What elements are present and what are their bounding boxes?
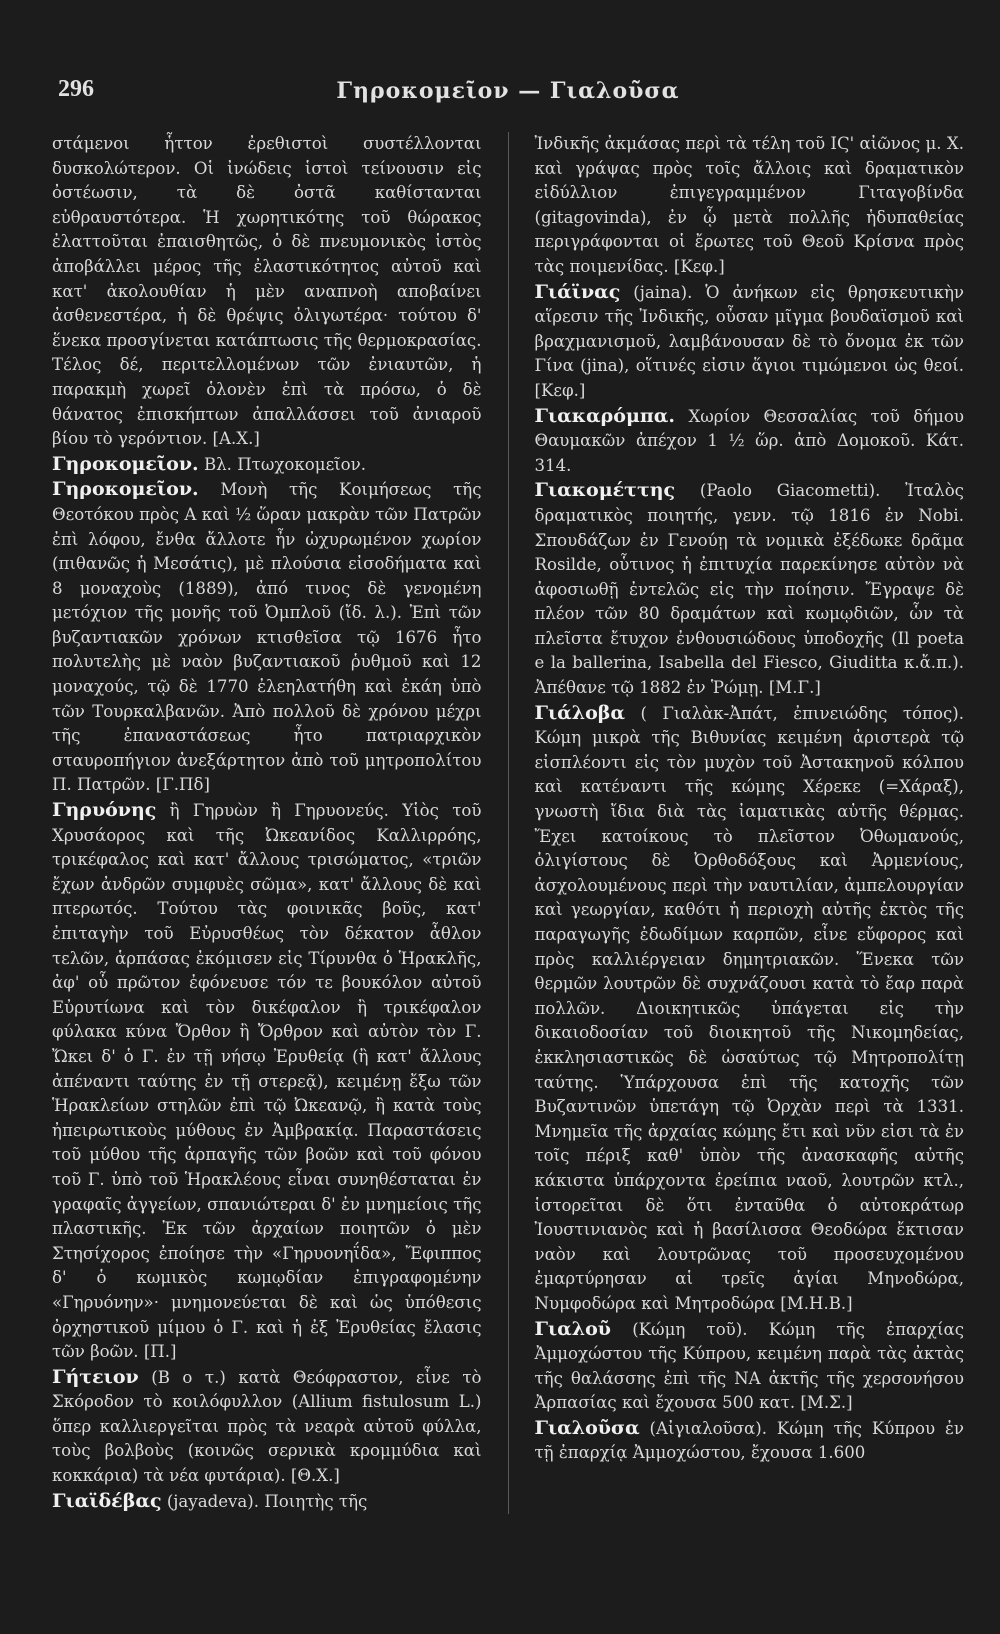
- entry-text: Βλ. Πτωχοκομεῖον.: [203, 454, 367, 474]
- entry-lemma: Γιαλοῦ: [534, 1317, 611, 1340]
- column-divider: [508, 132, 509, 1514]
- page-number: 296: [58, 76, 94, 102]
- entry-text: (jayadeva). Ποιητὴς τῆς: [166, 1491, 368, 1511]
- dictionary-entry: [535, 404, 965, 479]
- entry-lemma: Γιάλοβα: [534, 701, 626, 724]
- dictionary-entry: [52, 477, 482, 798]
- dictionary-entry: [52, 1489, 482, 1515]
- entry-lemma: Γήτειον: [52, 1365, 139, 1388]
- entry-text: στάμενοι ἧττον ἐρεθιστοὶ συστέλλονται δυσκολώτερον. Οἱ ἰνώδεις ἱστοὶ τείνουσιν εἰς ὀστέωσιν, τὰ δὲ ὀστᾶ καθίστανται εὐθραυστότερα. Ἡ χωρητικότης τοῦ θώρακος ἐλαττοῦται ἐπαισθητῶς, ὁ δὲ πνευμονικὸς ἱστὸς ἀποβάλλει μέρος τῆς ἐλαστικότητος αὐτοῦ καὶ κατ' ἀκολουθίαν ἡ μὲν αναπνοὴ αποβαίνει ἀσθενεστέρα, ἡ δὲ θρέψις ὀλιγωτέρα· τούτου δ' ἕνεκα προσγίνεται κατάπτωσις τῆς θερμοκρασίας. Τέλος δέ, περιτελλομένων τῶν ἐνιαυτῶν, ἡ παρακμὴ χωρεῖ ὁλονὲν ἐπὶ τὰ πρόσω, ὁ δὲ θάνατος ἐπισκήπτων ἀπαλλάσσει τοῦ ἀνιαροῦ βίου τὸ γερόντιον. [Α.Χ.]: [52, 134, 482, 449]
- entry-lemma: Γιακαρόμπα.: [534, 404, 676, 427]
- dictionary-entry: [535, 1416, 965, 1466]
- left-column: [52, 132, 482, 1514]
- entry-lemma: Γηροκομεῖον.: [52, 452, 199, 475]
- dictionary-entry: [535, 701, 965, 1317]
- dictionary-entry: [52, 798, 482, 1365]
- entry-text: ἢ Γηρυὼν ἢ Γηρυονεύς. Υἱὸς τοῦ Χρυσάορος καὶ τῆς Ὠκεανίδος Καλλιρρόης, τρικέφαλος καὶ κατ' ἄλλους τρισώματος, «τριῶν ἔχων ἀνδρῶν συμφυὲς σῶμα», κατ' ἄλλους δὲ καὶ πτερωτός. Τούτου τὰς φοινικᾶς βοῦς, κατ' ἐπιταγὴν τοῦ Εὐρυσθέως τὸν δέκατον ἆθλον τελῶν, ἁρπάσας ἐκόμισεν εἰς Τίρυνθα ὁ Ἡρακλῆς, ἀφ' οὗ πρῶτον ἐφόνευσε τόν τε βουκόλον αὐτοῦ Εὐρυτίωνα καὶ τὸν δικέφαλον ἢ τρικέφαλον φύλακα κύνα Ὄρθον ἢ Ὄρθρον καὶ αὐτὸν τὸν Γ. Ὤκει δ' ὁ Γ. ἐν τῇ νήσῳ Ἐρυθείᾳ (ἢ κατ' ἄλλους ἀπέναντι ταύτης ἐν τῇ στερεᾷ), κειμένῃ ἔξω τῶν Ἡρακλείων στηλῶν ἐπὶ τῷ Ὠκεανῷ, ἢ κατὰ τοὺς ἠπειρωτικοὺς μύθους ἐν Ἀμβρακίᾳ. Παραστάσεις τοῦ μύθου τῆς ἁρπαγῆς τῶν βοῶν καὶ τοῦ φόνου τοῦ Γ. ὑπὸ τοῦ Ἡρακλέους εἶναι συνηθέσταται ἐν γραφαῖς ἀγγείων, σπανιώτεραι δ' ἐν μνημείοις τῆς πλαστικῆς. Ἐκ τῶν ἀρχαίων ποιητῶν ὁ μὲν Στησίχορος ἐποίησε τὴν «Γηρυονηΐδα», Ἔφιππος δ' ὁ κωμικὸς κωμῳδίαν ἐπιγραφομένην «Γηρυόνην»· μνημονεύεται δὲ καὶ ὡς ὑπόθεσις ὀρχηστικοῦ μίμου ὁ Γ. καὶ ἡ ἐξ Ἐρυθείας ἔλασις τῶν βοῶν. [Π.]: [52, 801, 482, 1362]
- dictionary-entry: [52, 1365, 482, 1489]
- entry-text: (Κώμη τοῦ). Κώμη τῆς ἐπαρχίας Ἀμμοχώστου τῆς Κύπρου, κειμένη παρὰ τὰς ἀκτὰς τῆς θαλάσσης ἐπὶ τῆς ΝΑ ἀκτῆς τῆς χερσονήσου Ἀρπασίας καὶ ἔχουσα 500 κατ. [Μ.Σ.]: [534, 1319, 964, 1413]
- entry-text: (jaina). Ὁ ἀνήκων εἰς θρησκευτικὴν αἵρεσιν τῆς Ἰνδικῆς, οὖσαν μῖγμα βουδαϊσμοῦ καὶ βραχμανισμοῦ, λαμβάνουσαν δὲ τὸ ὄνομα ἐκ τῶν Γίνα (jina), οἵτινές εἰσιν ἅγιοι τιμώμενοι ὡς θεοί. [Κεφ.]: [534, 282, 964, 400]
- entry-lemma: Γιακομέττης: [534, 479, 676, 502]
- entry-lemma: Γηρυόνης: [52, 799, 157, 822]
- dictionary-entry: [535, 280, 965, 404]
- entry-text: Μονὴ τῆς Κοιμήσεως τῆς Θεοτόκου πρὸς Α καὶ ½ ὥραν μακρὰν τῶν Πατρῶν ἐπὶ λόφου, ἔνθα ἄλλοτε ἦν ὠχυρωμένον χωρίον (πιθανῶς ἡ Μεσάτις), μὲ πλούσια εἰσοδήματα καὶ 8 μοναχοὺς (1889), ἀπό τινος δὲ γενομένη μετόχιον τῆς μονῆς τοῦ Ὀμπλοῦ (ἴδ. λ.). Ἐπὶ τῶν βυζαντιακῶν χρόνων κτισθεῖσα τῷ 1676 ἦτο πολυτελὴς μὲ ναὸν βυζαντιακοῦ ῥυθμοῦ καὶ 12 μοναχούς, τῷ δὲ 1770 ἐλεηλατήθη καὶ ἐκάη ὑπὸ τῶν Τουρκαλβανῶν. Ἀπὸ πολλοῦ δὲ χρόνου μέχρι τῆς ἐπαναστάσεως ἦτο πατριαρχικὸν σταυροπήγιον ἀνεξάρτητον ἀπὸ τοῦ μητροπολίτου Π. Πατρῶν. [Γ.Πδ]: [52, 480, 482, 795]
- dictionary-entry: [535, 132, 965, 280]
- entry-text: (Β ο τ.) κατὰ Θεόφραστον, εἶνε τὸ Σκόροδον τὸ κοιλόφυλλον (Allium fistulosum L.) ὅπερ καλλιεργεῖται πρὸς τὰ νεαρὰ αὐτοῦ φύλλα, τοὺς βολβοὺς (κοινῶς σερνικὰ κρομμύδια καὶ κοκκάρια) τὰ νέα φυτάρια). [Θ.Χ.]: [52, 1367, 482, 1486]
- text-columns: [52, 132, 964, 1514]
- entry-text: Χωρίον Θεσσαλίας τοῦ δήμου Θαυμακῶν ἀπέχον 1 ½ ὥρ. ἀπὸ Δομοκοῦ. Κάτ. 314.: [534, 406, 964, 475]
- entry-lemma: Γιαλοῦσα: [534, 1416, 640, 1439]
- right-column: [535, 132, 965, 1514]
- dictionary-entry: [535, 478, 965, 700]
- entry-lemma: Γιάϊνας: [534, 280, 621, 303]
- dictionary-entry: [52, 132, 482, 452]
- entry-text: (Paolo Giacometti). Ἰταλὸς δραματικὸς ποιητής, γενν. τῷ 1816 ἐν Nobi. Σπουδάζων ἐν Γενούῃ τὰ νομικὰ ἐξέδωκε δρᾶμα Rosilde, οὗτινος ἡ ἐπιτυχία παρεκίνησε αὐτὸν νὰ ἀφοσιωθῇ ἐντελῶς εἰς τὴν ποίησιν. Ἔγραψε δὲ πλέον τῶν 80 δραμάτων καὶ κωμῳδιῶν, ὧν τὰ πλεῖστα ἔτυχον ἐνθουσιώδους ὑποδοχῆς (Il poeta e la ballerina, Isabella del Fiesco, Giuditta κ.ἄ.π.). Ἀπέθανε τῷ 1882 ἐν Ῥώμῃ. [Μ.Γ.]: [534, 481, 964, 698]
- entry-lemma: Γιαϊδέβας: [52, 1489, 162, 1512]
- entry-text: Ἰνδικῆς ἀκμάσας περὶ τὰ τέλη τοῦ ΙϚ' αἰῶνος μ. Χ. καὶ γράψας πρὸς τοῖς ἄλλοις καὶ δραματικὸν εἰδύλλιον ἐπιγεγραμμένον Γιταγοβίνδα (gitagovinda), ἐν ᾧ μετὰ πολλῆς ἡδυπαθείας περιγράφονται οἱ ἔρωτες τοῦ Θεοῦ Κρίσνα πρὸς τὰς ποιμενίδας. [Κεφ.]: [534, 134, 964, 276]
- dictionary-entry: [535, 1317, 965, 1416]
- running-head: Γηροκομεῖον — Γιαλοῦσα: [336, 78, 680, 104]
- entry-text: ( Γιαλὰκ-Ἀπάτ, ἐπινειώδης τόπος). Κώμη μικρὰ τῆς Βιθυνίας κειμένη ἀριστερὰ τῷ εἰσπλέοντι εἰς τὸν μυχὸν τοῦ Ἀστακηνοῦ κόλπου καὶ κατέναντι τῆς κώμης Χέρεκε (=Χάραξ), γνωστὴ ἴδια διὰ τὰς ἰαματικὰς αὐτῆς θέρμας. Ἔχει κατοίκους τὸ πλεῖστον Ὀθωμανούς, ὀλιγίστους δὲ Ὀρθοδόξους καὶ Ἀρμενίους, ἀσχολουμένους περὶ τὴν ναυτιλίαν, ἀμπελουργίαν καὶ γεωργίαν, καθότι ἡ περιοχὴ αὐτῆς ἐκτὸς τῆς παραγωγῆς ἐδωδίμων καρπῶν, εἶνε εὔφορος καὶ πρὸς καλλιέργειαν δημητριακῶν. Ἕνεκα τῶν θερμῶν λουτρῶν δὲ συχνάζουσι κατὰ τὸ ἔαρ παρὰ πολλῶν. Διοικητικῶς ὑπάγεται εἰς τὴν δικαιοδοσίαν τοῦ διοικητοῦ τῆς Νικομηδείας, ἐκκλησιαστικῶς δὲ ὡσαύτως τῷ Μητροπολίτῃ ταύτης. Ὑπάρχουσα ἐπὶ τῆς κατοχῆς τῶν Βυζαντινῶν ὑπετάγη τῷ Ὀρχὰν περὶ τὰ 1331. Μνημεῖα τῆς ἀρχαίας κώμης ἔτι καὶ νῦν εἰσι τὰ ἐν τοῖς πέριξ καθ' ὑπὸν τῆς ἀνασκαφῆς αὐτῆς κάκιστα ὑπάρχοντα ἐρείπια ναοῦ, λουτρῶν κτλ., ἱστορεῖται δὲ ὅτι ἐνταῦθα ὁ αὐτοκράτωρ Ἰουστινιανὸς καὶ ἡ βασίλισσα Θεοδώρα ἔκτισαν ναὸν καὶ λουτρῶνας τοῦ προσευχομένου ἐμαρτύρησαν αἱ τρεῖς ἁγίαι Μηνοδώρα, Νυμφοδώρα καὶ Μητροδώρα [Μ.Η.Β.]: [534, 703, 964, 1313]
- entry-lemma: Γηροκομεῖον.: [52, 478, 199, 501]
- dictionary-entry: [52, 452, 482, 478]
- entry-text: (Αἰγιαλοῦσα). Κώμη τῆς Κύπρου ἐν τῇ ἐπαρχίᾳ Ἀμμοχώστου, ἔχουσα 1.600: [534, 1418, 964, 1463]
- page-header: [52, 60, 964, 120]
